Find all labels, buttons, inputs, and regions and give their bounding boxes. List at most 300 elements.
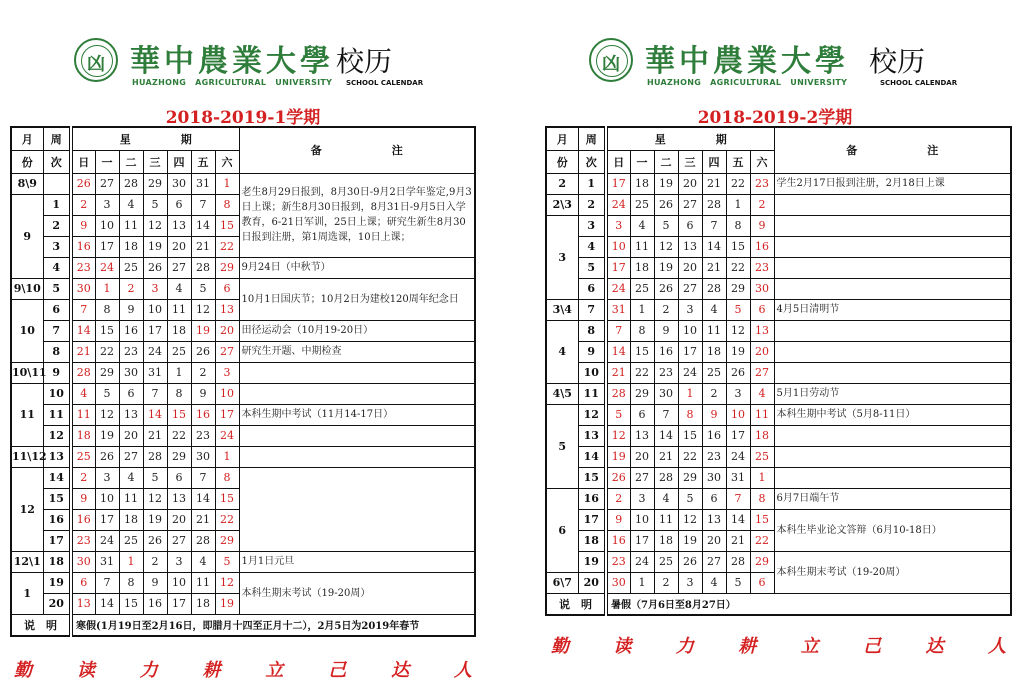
- date-cell: 16: [702, 425, 726, 446]
- weekday-group-b: 期: [715, 132, 727, 146]
- holiday-date-cell: 1: [95, 278, 119, 299]
- date-cell: 10: [95, 215, 119, 236]
- week-row: [546, 257, 1011, 278]
- weekday-group-header: [606, 127, 774, 150]
- remark-cell: [774, 467, 1011, 488]
- date-cell: 28: [726, 551, 750, 572]
- week-row: [546, 509, 1011, 530]
- holiday-date-cell: 12: [215, 572, 239, 593]
- holiday-date-cell: 1: [215, 446, 239, 467]
- date-cell: 8: [630, 320, 654, 341]
- motto-char: 达: [391, 660, 410, 681]
- date-cell: 23: [702, 446, 726, 467]
- remark-cell: 田径运动会（10月19-20日）: [239, 320, 475, 341]
- date-cell: 20: [630, 446, 654, 467]
- motto-char: 己: [328, 660, 347, 681]
- date-cell: 7: [191, 467, 215, 488]
- holiday-date-cell: 6: [215, 278, 239, 299]
- date-cell: 2: [143, 551, 167, 572]
- date-cell: 5: [143, 194, 167, 215]
- week-row: [11, 320, 475, 341]
- weekday-header: 六: [215, 150, 239, 173]
- week-number: 5: [43, 278, 71, 299]
- date-cell: 30: [167, 173, 191, 194]
- date-cell: 29: [167, 446, 191, 467]
- date-cell: 19: [654, 173, 678, 194]
- date-cell: 19: [143, 236, 167, 257]
- date-cell: 26: [654, 278, 678, 299]
- week-number: 4: [578, 236, 606, 257]
- date-cell: 22: [95, 341, 119, 362]
- university-name-en: HUAZHONG AGRICULTURAL UNIVERSITY: [647, 78, 848, 87]
- remark-cell: [239, 467, 475, 551]
- motto-char: 立: [265, 660, 284, 681]
- date-cell: 20: [702, 530, 726, 551]
- date-cell: 31: [726, 467, 750, 488]
- holiday-date-cell: 9: [71, 215, 95, 236]
- date-cell: 1: [167, 362, 191, 383]
- month-cell: 9: [11, 194, 43, 278]
- month-header: 月: [546, 127, 578, 150]
- date-cell: 25: [119, 257, 143, 278]
- holiday-date-cell: 10: [606, 236, 630, 257]
- holiday-date-cell: 27: [750, 362, 774, 383]
- date-cell: 18: [191, 593, 215, 614]
- holiday-date-cell: 15: [215, 215, 239, 236]
- holiday-date-cell: 30: [71, 278, 95, 299]
- holiday-date-cell: 2: [71, 194, 95, 215]
- semester-title: 2018-2019-1学期: [165, 108, 321, 128]
- remark-cell: 10月1日国庆节；10月2日为建校120周年纪念日: [239, 278, 475, 320]
- month-cell: 1: [11, 572, 43, 614]
- remarks-header: [774, 127, 1011, 173]
- week-row: [546, 551, 1011, 572]
- date-cell: 29: [95, 362, 119, 383]
- week-number: [43, 173, 71, 194]
- university-logo: [74, 38, 434, 94]
- date-cell: 1: [630, 572, 654, 593]
- date-cell: 20: [678, 257, 702, 278]
- date-cell: 6: [630, 404, 654, 425]
- week-row: [546, 488, 1011, 509]
- date-cell: 19: [654, 257, 678, 278]
- date-cell: 21: [143, 425, 167, 446]
- week-number: 18: [43, 551, 71, 572]
- date-cell: 17: [167, 593, 191, 614]
- motto: [14, 656, 472, 682]
- university-logo: [589, 38, 959, 94]
- month-cell: 5: [546, 404, 578, 488]
- motto-char: 力: [139, 660, 158, 681]
- date-cell: 25: [654, 551, 678, 572]
- date-cell: 1: [630, 299, 654, 320]
- date-cell: 7: [143, 383, 167, 404]
- week-number: 20: [43, 593, 71, 614]
- month-cell: 9\10: [11, 278, 43, 299]
- week-row: [11, 257, 475, 278]
- week-row: [11, 341, 475, 362]
- date-cell: 5: [726, 572, 750, 593]
- date-cell: 21: [654, 446, 678, 467]
- holiday-date-cell: 14: [606, 341, 630, 362]
- date-cell: 16: [119, 320, 143, 341]
- date-cell: 30: [654, 383, 678, 404]
- holiday-date-cell: 2: [71, 467, 95, 488]
- date-cell: 28: [702, 278, 726, 299]
- holiday-date-cell: 10: [215, 383, 239, 404]
- date-cell: 4: [167, 278, 191, 299]
- date-cell: 22: [167, 425, 191, 446]
- holiday-date-cell: 15: [215, 488, 239, 509]
- month-cell: 12: [11, 467, 43, 551]
- week-number: 2: [578, 194, 606, 215]
- date-cell: 21: [191, 236, 215, 257]
- week-row: [546, 362, 1011, 383]
- holiday-date-cell: 1: [750, 467, 774, 488]
- date-cell: 5: [678, 488, 702, 509]
- remark-cell: [774, 362, 1011, 383]
- date-cell: 11: [191, 572, 215, 593]
- note-label: 说 明: [11, 614, 71, 636]
- holiday-date-cell: 15: [750, 509, 774, 530]
- date-cell: 12: [191, 299, 215, 320]
- date-cell: 12: [654, 236, 678, 257]
- weekday-header: 日: [606, 150, 630, 173]
- date-cell: 26: [678, 551, 702, 572]
- date-cell: 25: [630, 278, 654, 299]
- remarks-header-b: 注: [391, 144, 403, 158]
- holiday-date-cell: 26: [71, 173, 95, 194]
- motto: [551, 632, 1006, 658]
- weekday-header: 三: [678, 150, 702, 173]
- date-cell: 29: [143, 173, 167, 194]
- date-cell: 30: [119, 362, 143, 383]
- month-header: 份: [11, 150, 43, 173]
- motto-char: 己: [863, 636, 882, 657]
- holiday-date-cell: 5: [215, 551, 239, 572]
- date-cell: 12: [95, 404, 119, 425]
- week-row: [11, 173, 475, 194]
- date-cell: 6: [167, 467, 191, 488]
- date-cell: 24: [678, 362, 702, 383]
- holiday-date-cell: 8: [678, 404, 702, 425]
- date-cell: 17: [630, 530, 654, 551]
- holiday-date-cell: 24: [606, 278, 630, 299]
- holiday-date-cell: 24: [215, 425, 239, 446]
- week-number: 20: [578, 572, 606, 593]
- motto-char: 力: [675, 636, 694, 657]
- date-cell: 10: [630, 509, 654, 530]
- date-cell: 14: [95, 593, 119, 614]
- holiday-date-cell: 20: [215, 320, 239, 341]
- weekday-header: 六: [750, 150, 774, 173]
- date-cell: 28: [191, 530, 215, 551]
- remark-cell: 研究生开题、中期检查: [239, 341, 475, 362]
- week-row: [11, 425, 475, 446]
- week-row: [546, 194, 1011, 215]
- remark-cell: [239, 425, 475, 446]
- holiday-date-cell: 9: [71, 488, 95, 509]
- date-cell: 6: [678, 215, 702, 236]
- date-cell: 20: [119, 425, 143, 446]
- date-cell: 22: [726, 173, 750, 194]
- date-cell: 25: [702, 362, 726, 383]
- date-cell: 4: [630, 215, 654, 236]
- weekday-header: 日: [71, 150, 95, 173]
- holiday-date-cell: 17: [606, 257, 630, 278]
- weekday-header: 四: [167, 150, 191, 173]
- weekday-header: 二: [654, 150, 678, 173]
- date-cell: 6: [119, 383, 143, 404]
- holiday-date-cell: 19: [606, 446, 630, 467]
- date-cell: 19: [678, 530, 702, 551]
- week-number: 15: [43, 488, 71, 509]
- date-cell: 13: [119, 404, 143, 425]
- week-number: 12: [578, 404, 606, 425]
- date-cell: 4: [119, 467, 143, 488]
- date-cell: 2: [654, 299, 678, 320]
- date-cell: 29: [678, 467, 702, 488]
- date-cell: 1: [726, 194, 750, 215]
- holiday-date-cell: 10: [726, 404, 750, 425]
- date-cell: 12: [143, 215, 167, 236]
- date-cell: 28: [654, 467, 678, 488]
- holiday-date-cell: 6: [750, 572, 774, 593]
- date-cell: 15: [119, 593, 143, 614]
- weekday-header: 一: [630, 150, 654, 173]
- date-cell: 14: [191, 488, 215, 509]
- week-number: 10: [578, 362, 606, 383]
- date-cell: 20: [167, 236, 191, 257]
- date-cell: 9: [191, 383, 215, 404]
- date-cell: 17: [143, 320, 167, 341]
- motto-char: 达: [925, 636, 944, 657]
- week-number: 14: [43, 467, 71, 488]
- remarks-header-a: 备: [310, 144, 322, 158]
- date-cell: 27: [119, 446, 143, 467]
- holiday-date-cell: 16: [71, 236, 95, 257]
- month-cell: 2: [546, 173, 578, 194]
- holiday-date-cell: 7: [726, 488, 750, 509]
- date-cell: 27: [702, 551, 726, 572]
- date-cell: 3: [167, 551, 191, 572]
- remark-cell: [774, 215, 1011, 236]
- date-cell: 28: [119, 173, 143, 194]
- holiday-date-cell: 11: [750, 404, 774, 425]
- week-number: 2: [43, 215, 71, 236]
- date-cell: 13: [167, 488, 191, 509]
- motto-char: 勤: [14, 660, 32, 681]
- holiday-date-cell: 21: [71, 341, 95, 362]
- date-cell: 27: [167, 257, 191, 278]
- date-cell: 27: [95, 173, 119, 194]
- date-cell: 8: [167, 383, 191, 404]
- date-cell: 13: [678, 236, 702, 257]
- remark-cell: 9月24日（中秋节）: [239, 257, 475, 278]
- holiday-date-cell: 15: [167, 404, 191, 425]
- holiday-date-cell: 8: [215, 467, 239, 488]
- date-cell: 17: [726, 425, 750, 446]
- date-cell: 11: [630, 236, 654, 257]
- date-cell: 23: [654, 362, 678, 383]
- motto-char: 立: [800, 636, 819, 657]
- date-cell: 3: [678, 572, 702, 593]
- date-cell: 18: [630, 173, 654, 194]
- date-cell: 9: [654, 320, 678, 341]
- week-number: 13: [43, 446, 71, 467]
- week-row: [11, 467, 475, 488]
- remark-cell: 本科生毕业论文答辩（6月10-18日）: [774, 509, 1011, 551]
- date-cell: 28: [702, 194, 726, 215]
- date-cell: 4: [191, 551, 215, 572]
- remark-cell: 本科生期中考试（11月14-17日）: [239, 404, 475, 425]
- calendar-title-cn: 校历: [336, 45, 393, 78]
- month-cell: 12\1: [11, 551, 43, 572]
- holiday-date-cell: 3: [215, 362, 239, 383]
- holiday-date-cell: 14: [71, 320, 95, 341]
- week-row: [546, 446, 1011, 467]
- date-cell: 14: [726, 509, 750, 530]
- holiday-date-cell: 13: [215, 299, 239, 320]
- holiday-date-cell: 30: [71, 551, 95, 572]
- holiday-date-cell: 2: [119, 278, 143, 299]
- date-cell: 26: [95, 446, 119, 467]
- week-number: 11: [43, 404, 71, 425]
- university-emblem-icon: 凶: [589, 38, 633, 82]
- week-number: 9: [43, 362, 71, 383]
- holiday-date-cell: 5: [726, 299, 750, 320]
- holiday-date-cell: 9: [702, 404, 726, 425]
- weekday-header: 五: [726, 150, 750, 173]
- date-cell: 21: [702, 173, 726, 194]
- holiday-date-cell: 2: [750, 194, 774, 215]
- date-cell: 18: [119, 509, 143, 530]
- date-cell: 13: [702, 509, 726, 530]
- week-number: 17: [578, 509, 606, 530]
- week-row: [11, 446, 475, 467]
- date-cell: 31: [143, 362, 167, 383]
- date-cell: 23: [119, 341, 143, 362]
- holiday-date-cell: 25: [71, 446, 95, 467]
- holiday-date-cell: 29: [750, 551, 774, 572]
- month-cell: 4: [546, 320, 578, 383]
- remark-cell: [239, 383, 475, 404]
- holiday-date-cell: 22: [750, 530, 774, 551]
- university-name-en: HUAZHONG AGRICULTURAL UNIVERSITY: [132, 78, 333, 87]
- holiday-date-cell: 23: [71, 257, 95, 278]
- holiday-date-cell: 19: [215, 593, 239, 614]
- date-cell: 17: [95, 509, 119, 530]
- date-cell: 24: [95, 530, 119, 551]
- date-cell: 8: [95, 299, 119, 320]
- holiday-date-cell: 14: [143, 404, 167, 425]
- motto-char: 人: [987, 636, 1006, 657]
- holiday-date-cell: 22: [215, 509, 239, 530]
- week-row: [546, 383, 1011, 404]
- holiday-date-cell: 7: [71, 299, 95, 320]
- date-cell: 20: [167, 509, 191, 530]
- date-cell: 14: [702, 236, 726, 257]
- motto-char: 勤: [551, 636, 569, 657]
- date-cell: 26: [143, 257, 167, 278]
- remark-cell: 本科生期中考试（5月8-11日）: [774, 404, 1011, 425]
- remark-cell: 学生2月17日报到注册，2月18日上课: [774, 173, 1011, 194]
- date-cell: 8: [119, 572, 143, 593]
- holiday-date-cell: 21: [606, 362, 630, 383]
- week-number: 16: [43, 509, 71, 530]
- week-number: 7: [43, 320, 71, 341]
- remark-cell: 6月7日端午节: [774, 488, 1011, 509]
- date-cell: 22: [678, 446, 702, 467]
- date-cell: 9: [143, 572, 167, 593]
- holiday-date-cell: 23: [606, 551, 630, 572]
- date-cell: 16: [143, 593, 167, 614]
- semester-2-panel: [535, 0, 1024, 691]
- date-cell: 31: [95, 551, 119, 572]
- month-cell: 2\3: [546, 194, 578, 215]
- date-cell: 17: [678, 341, 702, 362]
- week-header: 次: [43, 150, 71, 173]
- date-cell: 12: [678, 509, 702, 530]
- holiday-date-cell: 16: [750, 236, 774, 257]
- note-label: 说 明: [546, 593, 606, 615]
- week-number: 14: [578, 446, 606, 467]
- holiday-date-cell: 23: [750, 257, 774, 278]
- weekday-header: 三: [143, 150, 167, 173]
- date-cell: 5: [191, 278, 215, 299]
- week-row: [546, 320, 1011, 341]
- holiday-date-cell: 24: [606, 194, 630, 215]
- date-cell: 7: [191, 194, 215, 215]
- date-cell: 10: [678, 320, 702, 341]
- date-cell: 15: [678, 425, 702, 446]
- date-cell: 21: [702, 257, 726, 278]
- date-cell: 4: [702, 299, 726, 320]
- date-cell: 13: [167, 215, 191, 236]
- remark-cell: 本科生期末考试（19-20周）: [774, 551, 1011, 593]
- date-cell: 15: [630, 341, 654, 362]
- holiday-date-cell: 26: [606, 467, 630, 488]
- week-row: [546, 299, 1011, 320]
- holiday-date-cell: 7: [606, 320, 630, 341]
- date-cell: 9: [119, 299, 143, 320]
- date-cell: 10: [167, 572, 191, 593]
- date-cell: 29: [726, 278, 750, 299]
- note-text: 暑假（7月6日至8月27日）: [606, 593, 1011, 615]
- date-cell: 7: [654, 404, 678, 425]
- holiday-date-cell: 23: [71, 530, 95, 551]
- date-cell: 4: [119, 194, 143, 215]
- date-cell: 3: [630, 488, 654, 509]
- month-cell: 6: [546, 488, 578, 572]
- date-cell: 26: [726, 362, 750, 383]
- holiday-date-cell: 16: [71, 509, 95, 530]
- holiday-date-cell: 30: [750, 278, 774, 299]
- date-cell: 3: [678, 299, 702, 320]
- date-cell: 18: [167, 320, 191, 341]
- holiday-date-cell: 18: [750, 425, 774, 446]
- calendar-title-en: SCHOOL CALENDAR: [880, 79, 958, 87]
- date-cell: 11: [654, 509, 678, 530]
- semester-title: 2018-2019-2学期: [697, 108, 853, 128]
- motto-char: 读: [613, 636, 632, 657]
- date-cell: 10: [95, 488, 119, 509]
- holiday-date-cell: 9: [606, 509, 630, 530]
- week-header: 周: [578, 127, 606, 150]
- date-cell: 3: [726, 383, 750, 404]
- week-number: 1: [43, 194, 71, 215]
- holiday-date-cell: 23: [750, 173, 774, 194]
